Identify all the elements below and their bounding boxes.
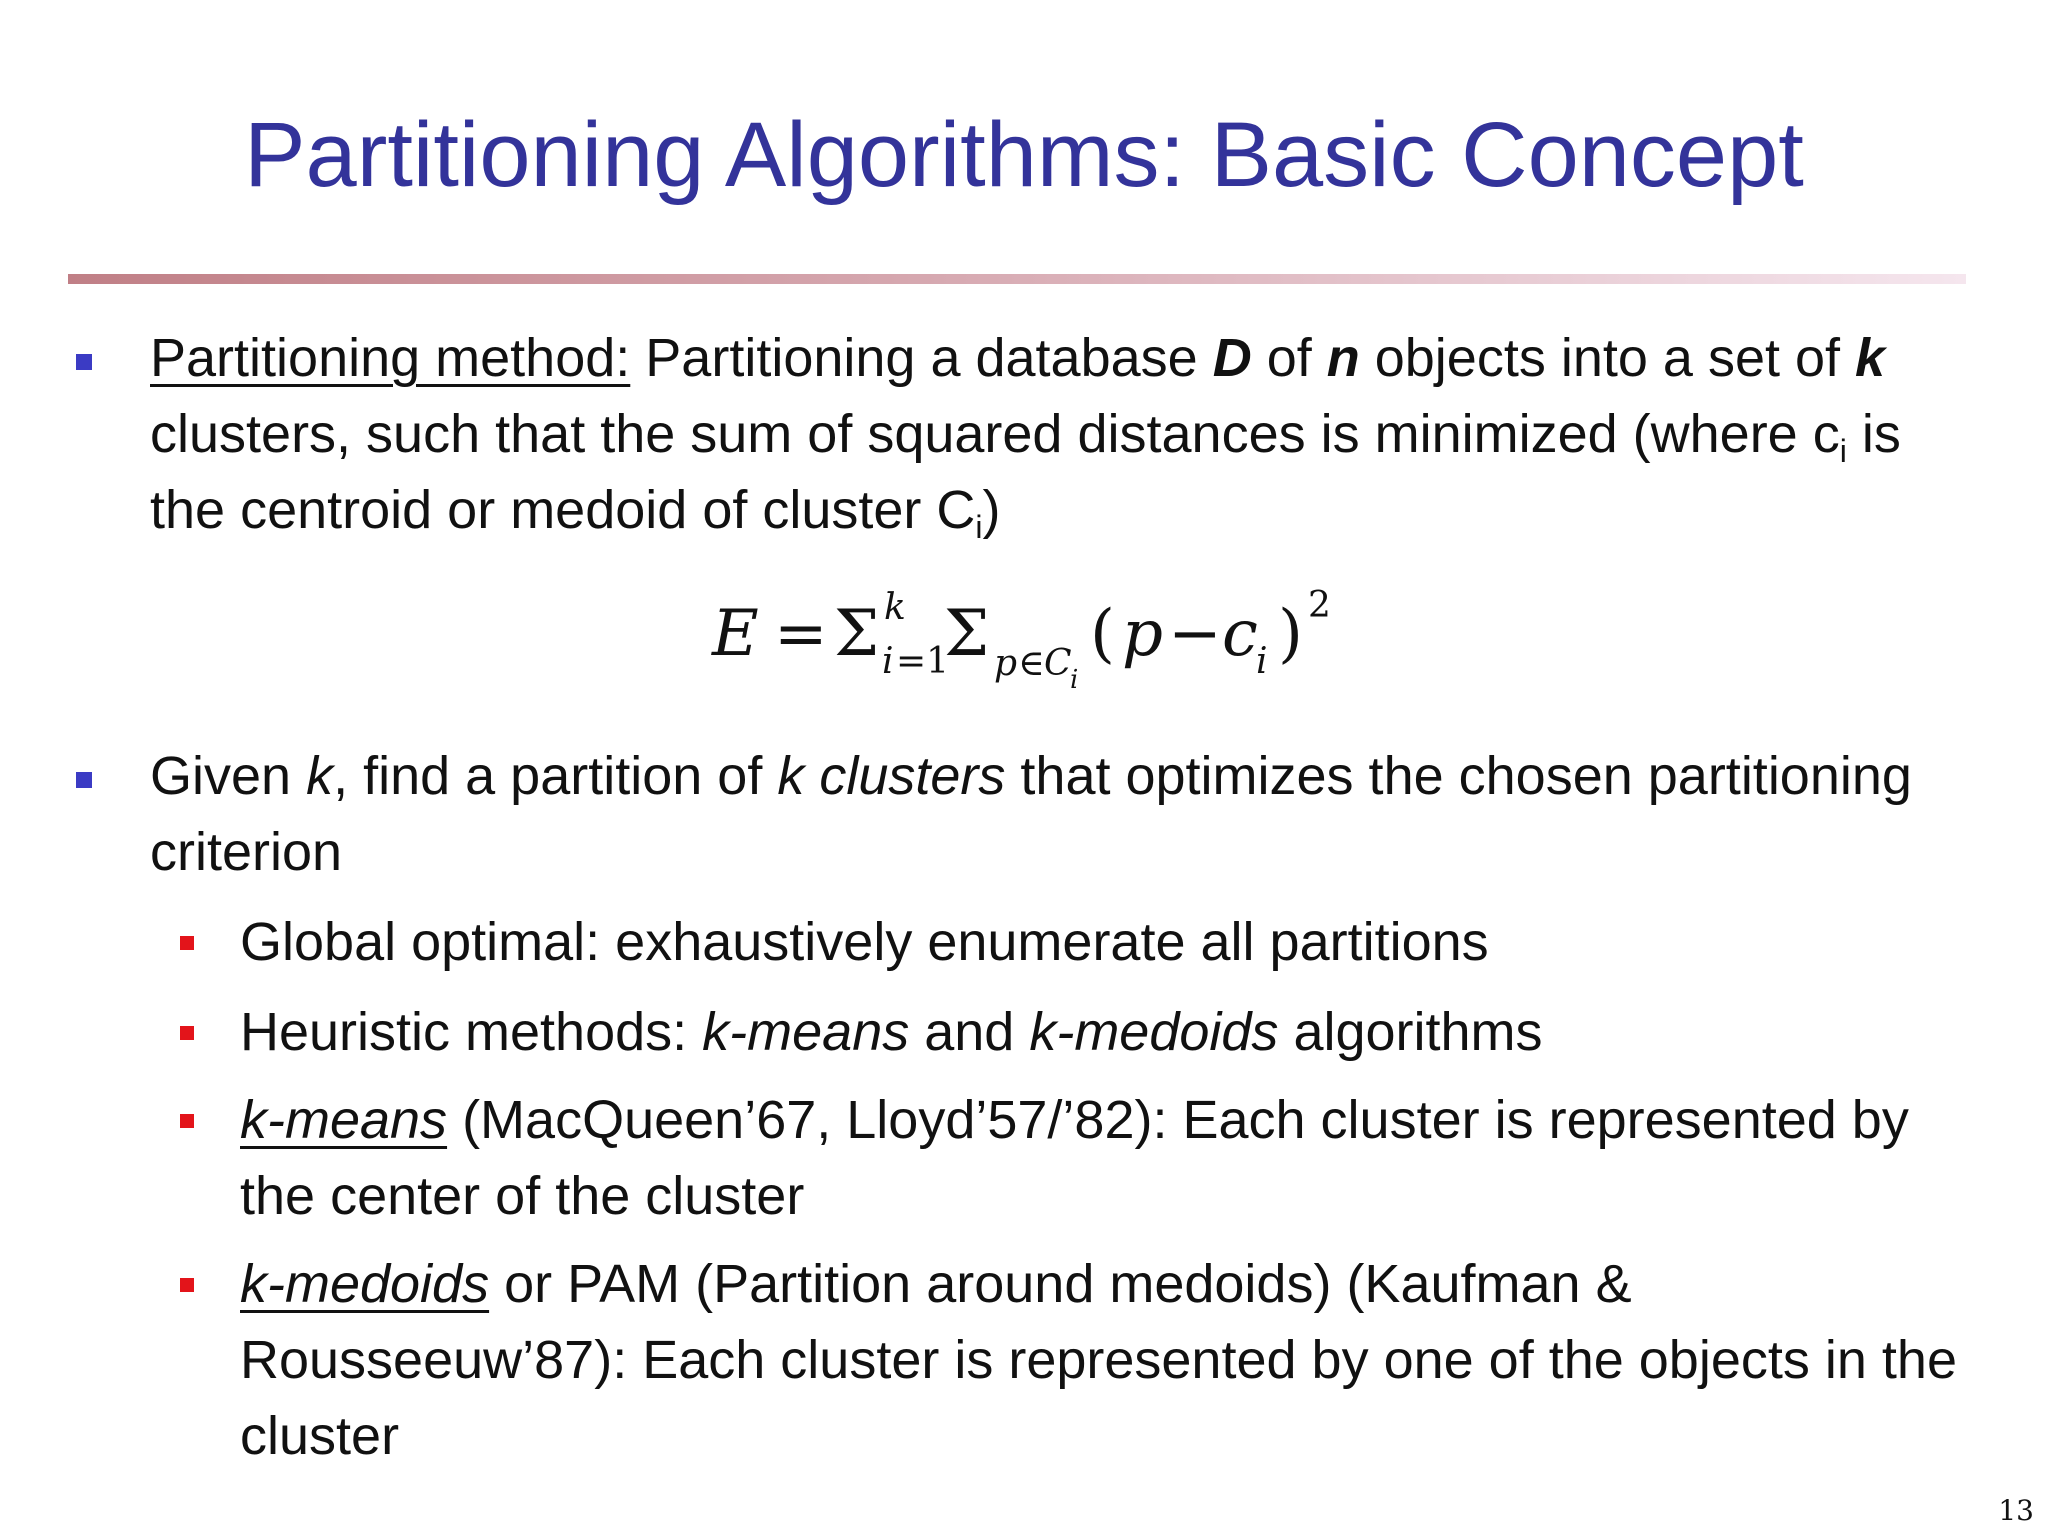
slide-title: Partitioning Algorithms: Basic Concept [244, 104, 1804, 206]
bullet2-text-3: that optimizes the chosen partitioning criterion [150, 746, 1912, 882]
partitioning-method-label: Partitioning method: [150, 328, 631, 388]
var-k-italic: k [306, 746, 334, 806]
formula-exponent: 2 [1308, 585, 1331, 626]
formula-sub-p: p [994, 643, 1018, 684]
subbullet-marker-4 [180, 1278, 194, 1292]
bullet2-text-1: Given [150, 746, 307, 806]
kmedoids-italic: k-medoids [1029, 1002, 1279, 1062]
title-divider [68, 274, 1966, 284]
subscript-i-2: i [975, 509, 983, 545]
formula-sub-in: ∈ [1018, 643, 1045, 684]
kmeans-description: (MacQueen’67, Lloyd’57/’82): Each cluster is represented by the center of the cluster [240, 1090, 1909, 1226]
kmeans-term: k-means [240, 1090, 448, 1150]
heuristic-text-3: algorithms [1278, 1002, 1543, 1062]
heuristic-text-1: Heuristic methods: [240, 1002, 703, 1062]
bullet2-text-2: , find a partition of [333, 746, 778, 806]
formula-sigma-2: Σ [944, 597, 990, 671]
bullet-marker-1 [76, 354, 92, 370]
formula-sigma-1: Σ [834, 597, 880, 671]
subbullet-marker-2 [180, 1026, 194, 1040]
subbullet-kmeans [240, 1082, 1980, 1234]
formula-sub-ci: i [1256, 641, 1268, 682]
subbullet-heuristic-methods [240, 994, 1980, 1070]
formula-minus: − [1168, 597, 1222, 671]
formula-open-paren: ( [1090, 597, 1115, 671]
kmeans-italic: k-means [702, 1002, 910, 1062]
kmedoids-term: k-medoids [240, 1254, 490, 1314]
formula-E: E [712, 597, 759, 671]
var-D: D [1212, 328, 1252, 388]
formula-sub-i: i [882, 641, 894, 682]
subbullet-marker-3 [180, 1114, 194, 1128]
bullet-partitioning-method [150, 320, 1980, 548]
bullet1-text-3: objects into a set of [1359, 328, 1856, 388]
var-k: k [1855, 328, 1886, 388]
bullet-marker-2 [76, 772, 92, 788]
k-clusters-italic: k clusters [777, 746, 1006, 806]
formula-sub-C: C [1044, 643, 1072, 684]
formula-p: p [1122, 597, 1163, 671]
formula-sub-Ci: i [1070, 665, 1079, 695]
bullet1-text-5: is the centroid or medoid of cluster C [150, 404, 1901, 540]
kmedoids-description: or PAM (Partition around medoids) (Kaufman & Rousseeuw’87): Each cluster is represented by one of the objects in the cluster [240, 1254, 1957, 1466]
bullet1-text-1: Partitioning a database [630, 328, 1213, 388]
formula-sub-eq1: =1 [896, 641, 950, 682]
page-number: 13 [1998, 1494, 2034, 1527]
heuristic-text-2: and [909, 1002, 1030, 1062]
bullet1-text-4: clusters, such that the sum of squared distances is minimized (where c [150, 404, 1840, 464]
subbullet-kmedoids [240, 1246, 1980, 1474]
formula-sup-k: k [884, 587, 906, 628]
var-n: n [1326, 328, 1360, 388]
sse-formula [712, 585, 1352, 698]
bullet-given-k [150, 738, 1980, 890]
formula-close-paren: ) [1278, 597, 1303, 671]
subscript-i-1: i [1839, 433, 1847, 469]
bullet1-text-6: ) [982, 480, 1001, 540]
subbullet-marker-1 [180, 936, 194, 950]
formula-equals: = [774, 597, 828, 671]
bullet1-text-2: of [1251, 328, 1327, 388]
formula-c: c [1222, 597, 1258, 671]
subbullet-global-optimal: Global optimal: exhaustively enumerate all partitions [240, 912, 1489, 972]
